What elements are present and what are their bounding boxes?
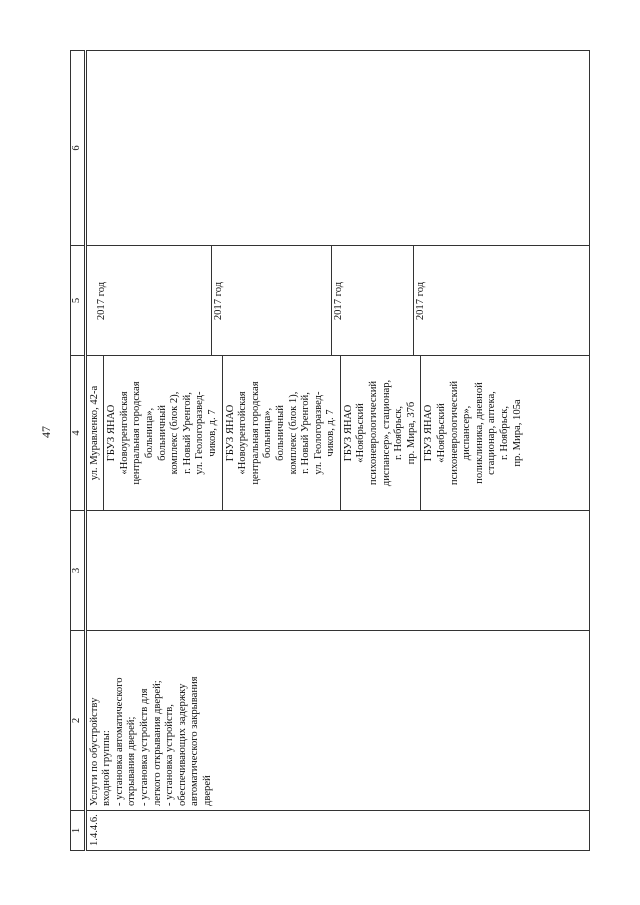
service-line: открывания дверей; — [126, 716, 138, 806]
rotated-table — [70, 51, 590, 851]
data-table — [70, 50, 590, 851]
object-line: г. Новый Уренгой, — [181, 392, 193, 474]
object-line: центральная городская — [249, 381, 261, 485]
empty-cell — [85, 511, 589, 631]
object-line: больничный — [274, 405, 286, 461]
object-line: комплекс (блок 1), — [287, 391, 299, 475]
service-line: легкого открывания дверей; — [151, 680, 163, 806]
year-cell: 2017 год — [333, 281, 344, 321]
object-line: ГБУЗ ЯНАО — [106, 404, 118, 462]
object-line: диспансер», стационар, — [380, 379, 392, 487]
year-cell: 2017 год — [213, 281, 224, 321]
object-line: ГБУЗ ЯНАО — [342, 404, 354, 462]
year-cell: 2017 год — [96, 281, 107, 321]
object-line: поликлиника, дневной — [473, 382, 485, 484]
service-line: автоматического закрывания — [189, 676, 201, 806]
object-line: ул. Геологоразвед- — [194, 391, 206, 475]
service-line: - установка устройств, — [164, 704, 176, 806]
service-cell — [85, 631, 589, 811]
service-line: дверей — [201, 775, 213, 806]
object-line: комплекс (блок 2), — [169, 391, 181, 475]
object-line: психоневрологический — [368, 380, 380, 486]
address-continuation: ул. Муравленко, 42-а — [85, 356, 104, 511]
object-line: «Ноябрьский — [436, 403, 448, 463]
header-cell: 2 — [71, 631, 86, 811]
object-line: г. Ноябрьск, — [499, 405, 510, 461]
object-line: чиков, д. 7 — [206, 409, 218, 457]
service-line: Услуги по обустройству — [88, 697, 100, 806]
object-line: г. Новый Уренгой, — [300, 392, 312, 474]
object-cell — [104, 356, 222, 511]
object-line: психоневрологический — [448, 380, 460, 486]
object-line: ГБУЗ ЯНАО — [423, 404, 435, 462]
header-row — [71, 51, 86, 851]
object-line: чиков, д. 7 — [325, 409, 337, 457]
item-number-cell — [85, 811, 589, 851]
header-cell: 3 — [71, 511, 86, 631]
header-cell: 1 — [71, 811, 86, 851]
object-line: ГБУЗ ЯНАО — [224, 404, 236, 462]
service-line: - установка устройств для — [138, 688, 150, 806]
object-cell — [222, 356, 340, 511]
page-number: 47 — [39, 426, 53, 438]
object-cell — [421, 356, 590, 511]
empty-cell — [85, 51, 589, 246]
object-line: стационар, аптека, — [486, 391, 498, 475]
year-cell: 2017 год — [415, 281, 426, 321]
service-line: входной группы: — [101, 730, 113, 806]
object-line: «Новоуренгойская — [237, 391, 249, 475]
empty-cell — [85, 246, 589, 356]
object-line: больница», — [262, 407, 274, 459]
object-line: пр. Мира, 105а — [511, 399, 523, 467]
item-number: 1.4.4.6. — [88, 814, 100, 846]
object-line: больница», — [143, 407, 155, 459]
object-line: больничный — [156, 405, 168, 461]
object-line: г. Ноябрьск, — [393, 405, 405, 461]
object-cell — [340, 356, 421, 511]
service-line: обеспечивающих задержку — [176, 683, 188, 806]
object-line: «Ноябрьский — [355, 403, 367, 463]
object-line: «Новоуренгойская — [118, 391, 130, 475]
object-line: пр. Мира, 37б — [405, 401, 417, 465]
object-line: центральная городская — [131, 381, 143, 485]
header-cell: 4 — [71, 356, 86, 511]
object-line: ул. Геологоразвед- — [312, 391, 324, 475]
service-line: - установка автоматического — [113, 677, 125, 806]
object-line: диспансер», — [461, 405, 473, 461]
continuation-row — [85, 51, 104, 851]
header-cell: 6 — [71, 51, 86, 246]
header-cell: 5 — [71, 246, 86, 356]
